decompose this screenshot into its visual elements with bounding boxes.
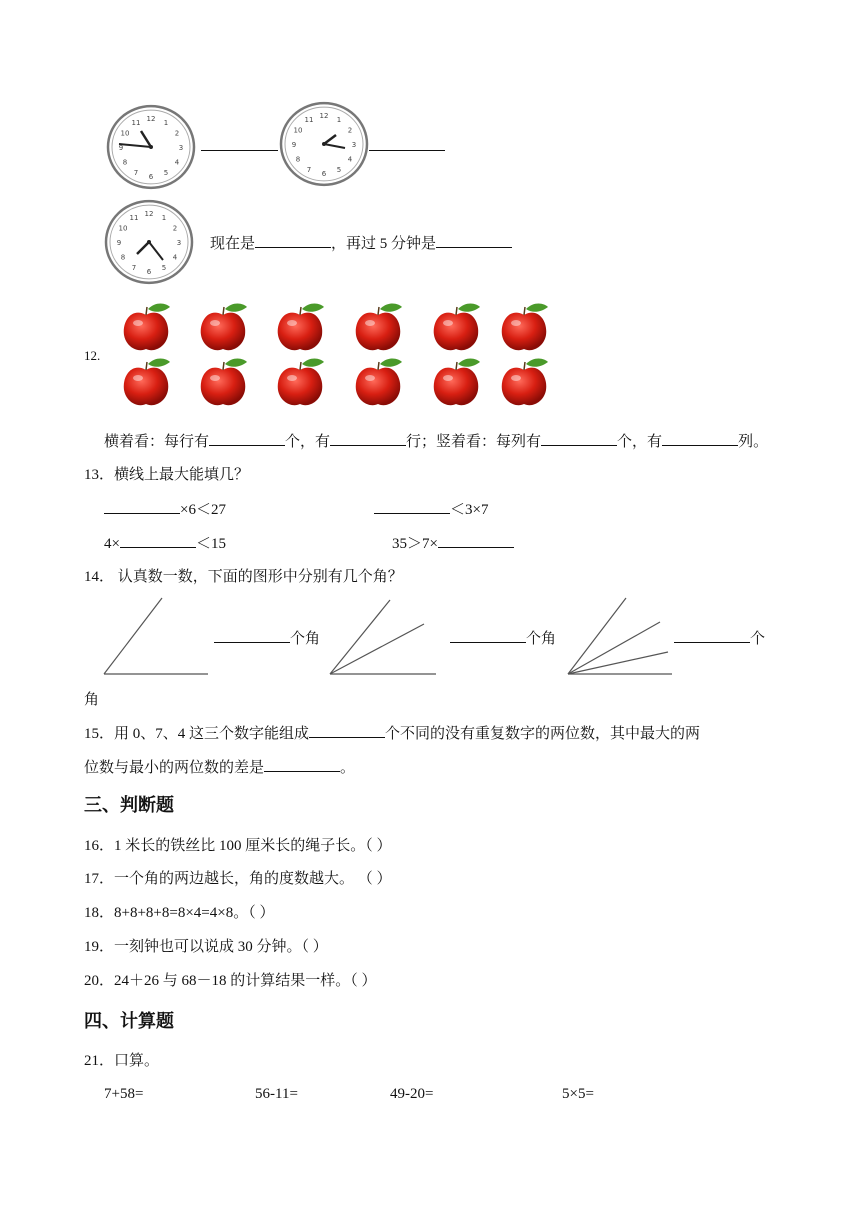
section-4-heading: 四、计算题 bbox=[84, 1011, 174, 1032]
apple bbox=[502, 359, 548, 406]
q21-item-2: 56-11= bbox=[255, 1086, 298, 1102]
clock-3-question bbox=[210, 233, 512, 254]
clock-numeral: 10 bbox=[120, 129, 130, 138]
clock-numeral: 6 bbox=[146, 267, 152, 276]
q12-text-5: 列。 bbox=[738, 434, 769, 450]
q14-blank-2[interactable] bbox=[450, 628, 526, 643]
clock-numeral: 4 bbox=[174, 158, 180, 167]
q14-wrap-text: 角 bbox=[84, 692, 100, 708]
q12-number: 12. bbox=[84, 348, 101, 363]
clock-numeral: 8 bbox=[295, 155, 301, 164]
q13-e3a-text: 4× bbox=[104, 536, 120, 552]
clock-numeral: 5 bbox=[161, 263, 167, 272]
apple bbox=[278, 359, 324, 406]
q14-title: 14． 认真数一数，下面的图形中分别有几个角？ bbox=[84, 569, 403, 585]
apple bbox=[124, 359, 170, 406]
clock-numeral: 12 bbox=[146, 115, 156, 124]
clock-3 bbox=[103, 202, 195, 282]
clock-numeral: 5 bbox=[336, 165, 342, 174]
clock-numeral: 10 bbox=[118, 224, 128, 233]
clock-1-answer-line[interactable] bbox=[201, 150, 278, 151]
clock-numeral: 6 bbox=[321, 169, 327, 178]
judge-19: 19．一刻钟也可以说成 30 分钟。（ ） bbox=[84, 939, 328, 955]
angle-figure-2 bbox=[326, 598, 438, 678]
judge-18: 18．8+8+8+8=8×4=4×8。（ ） bbox=[84, 905, 275, 921]
clock-numeral: 8 bbox=[122, 158, 128, 167]
q13-title: 13．横线上最大能填几？ bbox=[84, 467, 250, 483]
clock-numeral: 6 bbox=[148, 172, 154, 181]
q12-text-1: 横着看：每行有 bbox=[104, 434, 210, 450]
q13-e4-text: 35＞7× bbox=[392, 536, 438, 552]
clock-numeral: 4 bbox=[172, 253, 178, 262]
later-text: ，再过 5 分钟是 bbox=[331, 236, 437, 252]
now-text: 现在是 bbox=[210, 236, 256, 252]
clock-numeral: 3 bbox=[178, 144, 184, 152]
later-blank[interactable] bbox=[436, 233, 512, 248]
q13-expr-4 bbox=[392, 533, 514, 554]
clock-numeral: 9 bbox=[291, 141, 297, 149]
q13-e3b-text: ＜15 bbox=[195, 536, 226, 552]
apple bbox=[124, 304, 170, 351]
q14-answer-3 bbox=[674, 628, 765, 649]
q15-line-1 bbox=[84, 723, 700, 744]
clock-numeral: 1 bbox=[163, 119, 169, 128]
apple bbox=[356, 304, 402, 351]
q15-blank-2[interactable] bbox=[264, 757, 340, 772]
q21-title: 21．口算。 bbox=[84, 1053, 160, 1069]
q21-item-1: 7+58= bbox=[104, 1086, 144, 1102]
q21-item-4: 5×5= bbox=[562, 1086, 594, 1102]
q13-blank-3[interactable] bbox=[120, 533, 196, 548]
q12-text-4: 个，有 bbox=[617, 434, 663, 450]
q13-blank-4[interactable] bbox=[438, 533, 514, 548]
clock-numeral: 2 bbox=[174, 129, 180, 138]
q14-unit-2: 个角 bbox=[526, 631, 557, 647]
q14-unit-3: 个 bbox=[750, 631, 766, 647]
q15-line-2 bbox=[84, 757, 355, 778]
clock-numeral: 4 bbox=[347, 155, 353, 164]
q14-answer-2 bbox=[450, 628, 556, 649]
q12-text-2: 个，有 bbox=[285, 434, 331, 450]
judge-17: 17．一个角的两边越长，角的度数越大。 （ ） bbox=[84, 871, 392, 887]
clock-numeral: 2 bbox=[347, 126, 353, 135]
q14-blank-1[interactable] bbox=[214, 628, 290, 643]
q13-e1-text: ×6＜27 bbox=[180, 502, 226, 518]
q13-blank-1[interactable] bbox=[104, 499, 180, 514]
apple bbox=[502, 304, 548, 351]
clock-numeral: 12 bbox=[144, 210, 154, 219]
clock-2 bbox=[278, 99, 370, 189]
clock-numeral: 8 bbox=[120, 253, 126, 262]
q21-item-3: 49-20= bbox=[390, 1086, 434, 1102]
clock-1 bbox=[105, 101, 197, 193]
clock-numeral: 11 bbox=[131, 119, 141, 128]
q14-answer-1 bbox=[214, 628, 320, 649]
clock-2-answer-line[interactable] bbox=[369, 150, 445, 151]
apple bbox=[201, 304, 247, 351]
q13-expr-2 bbox=[374, 499, 488, 520]
apple bbox=[434, 304, 480, 351]
q13-expr-1 bbox=[104, 499, 226, 520]
clock-numeral: 7 bbox=[131, 263, 137, 272]
q13-blank-2[interactable] bbox=[374, 499, 450, 514]
clock-numeral: 9 bbox=[116, 239, 122, 247]
clock-numeral: 11 bbox=[304, 116, 314, 125]
angle-figure-3 bbox=[564, 596, 676, 678]
q14-unit-1: 个角 bbox=[290, 631, 321, 647]
clock-numeral: 12 bbox=[319, 112, 329, 121]
q15-text-3: 位数与最小的两位数的差是 bbox=[84, 760, 265, 776]
q15-text-4: 。 bbox=[340, 760, 356, 776]
section-3-heading: 三、判断题 bbox=[84, 795, 174, 816]
apple bbox=[434, 359, 480, 406]
apple bbox=[201, 359, 247, 406]
now-blank[interactable] bbox=[255, 233, 331, 248]
clock-numeral: 10 bbox=[293, 126, 303, 135]
q12-question bbox=[104, 431, 768, 452]
q15-blank-1[interactable] bbox=[309, 723, 385, 738]
clock-numeral: 11 bbox=[129, 214, 139, 223]
q12-blank-2[interactable] bbox=[330, 431, 406, 446]
clock-numeral: 3 bbox=[176, 239, 182, 247]
q15-text-1: 15．用 0、7、4 这三个数字能组成 bbox=[84, 726, 310, 742]
clock-numeral: 7 bbox=[306, 165, 312, 174]
clock-numeral: 3 bbox=[351, 141, 357, 149]
q12-blank-4[interactable] bbox=[662, 431, 738, 446]
apple bbox=[356, 359, 402, 406]
angle-figure-1 bbox=[100, 596, 212, 678]
q12-blank-1[interactable] bbox=[209, 431, 285, 446]
q13-expr-3 bbox=[104, 533, 226, 554]
apple-grid bbox=[118, 302, 558, 410]
q15-text-2: 个不同的没有重复数字的两位数，其中最大的两 bbox=[385, 726, 701, 742]
clock-numeral: 1 bbox=[336, 116, 342, 125]
clock-numeral: 9 bbox=[118, 144, 124, 152]
q12-blank-3[interactable] bbox=[541, 431, 617, 446]
q14-blank-3[interactable] bbox=[674, 628, 750, 643]
clock-numeral: 5 bbox=[163, 168, 169, 177]
q13-e2-text: ＜3×7 bbox=[450, 502, 489, 518]
q12-text-3: 行；竖着看：每列有 bbox=[406, 434, 542, 450]
judge-16: 16．1 米长的铁丝比 100 厘米长的绳子长。（ ） bbox=[84, 838, 392, 854]
apple bbox=[278, 304, 324, 351]
clock-numeral: 1 bbox=[161, 214, 167, 223]
clock-numeral: 7 bbox=[133, 168, 139, 177]
judge-20: 20．24＋26 与 68－18 的计算结果一样。（ ） bbox=[84, 973, 377, 989]
clock-numeral: 2 bbox=[172, 224, 178, 233]
